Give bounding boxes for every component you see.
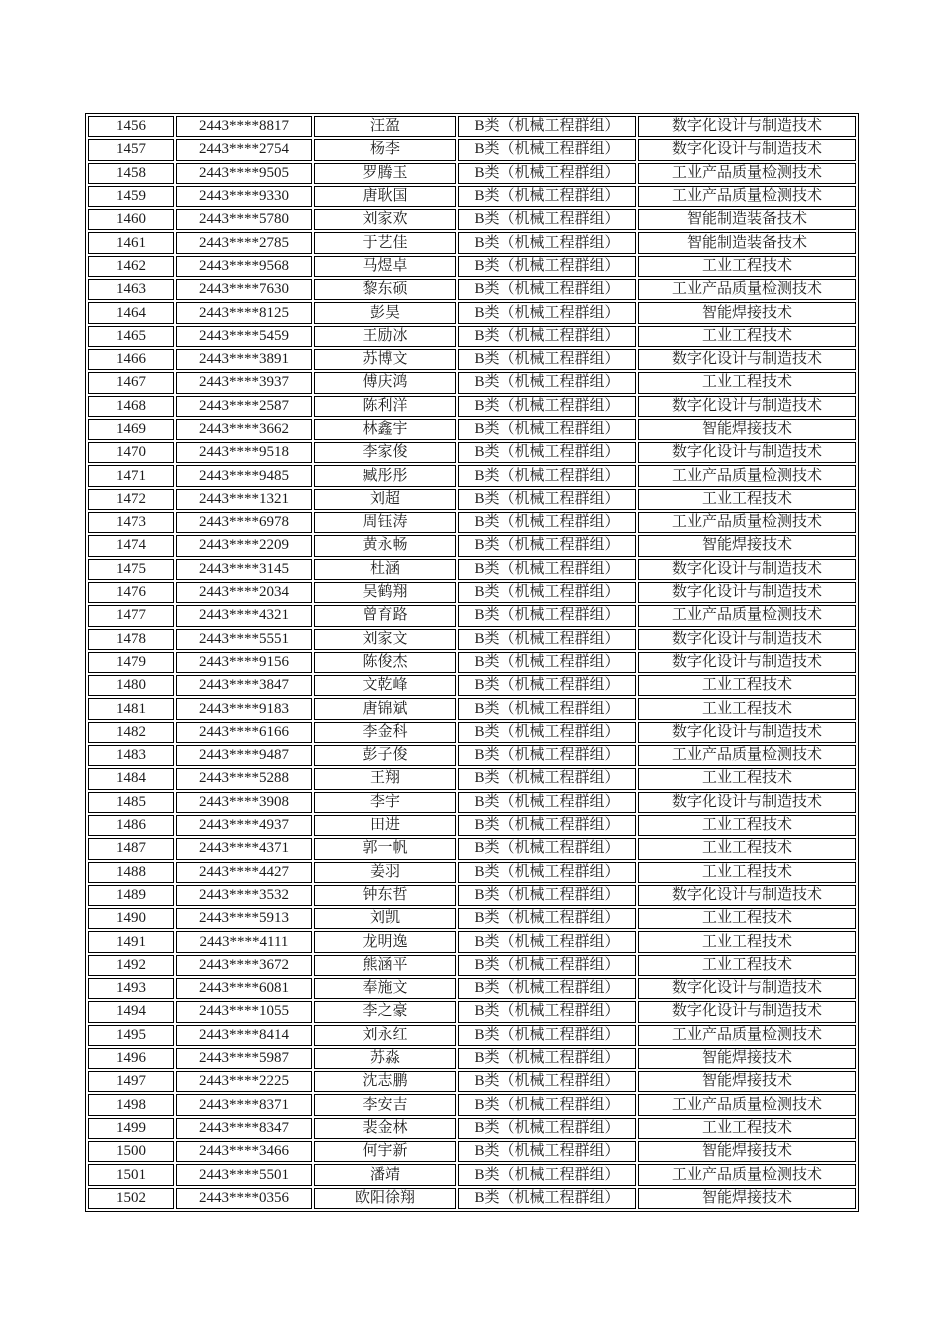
table-row bbox=[88, 1071, 856, 1092]
major-cell: 数字化设计与制造技术 bbox=[638, 722, 856, 743]
table-row bbox=[88, 1094, 856, 1115]
table-row bbox=[88, 792, 856, 813]
category-cell: B类（机械工程群组） bbox=[458, 722, 636, 743]
table-row bbox=[88, 186, 856, 207]
candidate-id-cell: 2443****9487 bbox=[176, 745, 312, 766]
name-cell: 王励冰 bbox=[314, 326, 456, 347]
serial-number-cell: 1458 bbox=[88, 163, 174, 184]
serial-number-cell: 1491 bbox=[88, 931, 174, 952]
category-cell: B类（机械工程群组） bbox=[458, 209, 636, 230]
table-row bbox=[88, 535, 856, 556]
category-cell: B类（机械工程群组） bbox=[458, 862, 636, 883]
table-row bbox=[88, 326, 856, 347]
candidate-id-cell: 2443****2225 bbox=[176, 1071, 312, 1092]
major-cell: 工业产品质量检测技术 bbox=[638, 163, 856, 184]
serial-number-cell: 1480 bbox=[88, 675, 174, 696]
candidate-id-cell: 2443****3937 bbox=[176, 372, 312, 393]
name-cell: 林鑫宇 bbox=[314, 419, 456, 440]
candidate-id-cell: 2443****4111 bbox=[176, 931, 312, 952]
serial-number-cell: 1482 bbox=[88, 722, 174, 743]
name-cell: 罗腾玉 bbox=[314, 163, 456, 184]
serial-number-cell: 1484 bbox=[88, 768, 174, 789]
serial-number-cell: 1470 bbox=[88, 442, 174, 463]
records-table-body bbox=[88, 116, 856, 1209]
major-cell: 数字化设计与制造技术 bbox=[638, 885, 856, 906]
category-cell: B类（机械工程群组） bbox=[458, 535, 636, 556]
table-row bbox=[88, 768, 856, 789]
candidate-id-cell: 2443****1321 bbox=[176, 489, 312, 510]
table-row bbox=[88, 512, 856, 533]
table-row bbox=[88, 1025, 856, 1046]
name-cell: 欧阳徐翔 bbox=[314, 1188, 456, 1209]
category-cell: B类（机械工程群组） bbox=[458, 768, 636, 789]
name-cell: 龙明逸 bbox=[314, 931, 456, 952]
candidate-id-cell: 2443****0356 bbox=[176, 1188, 312, 1209]
name-cell: 李金科 bbox=[314, 722, 456, 743]
table-row bbox=[88, 629, 856, 650]
candidate-id-cell: 2443****3145 bbox=[176, 559, 312, 580]
serial-number-cell: 1500 bbox=[88, 1141, 174, 1162]
category-cell: B类（机械工程群组） bbox=[458, 955, 636, 976]
category-cell: B类（机械工程群组） bbox=[458, 559, 636, 580]
serial-number-cell: 1468 bbox=[88, 396, 174, 417]
candidate-id-cell: 2443****5288 bbox=[176, 768, 312, 789]
name-cell: 文乾峰 bbox=[314, 675, 456, 696]
table-row bbox=[88, 815, 856, 836]
name-cell: 姜羽 bbox=[314, 862, 456, 883]
category-cell: B类（机械工程群组） bbox=[458, 1048, 636, 1069]
major-cell: 数字化设计与制造技术 bbox=[638, 652, 856, 673]
name-cell: 于艺佳 bbox=[314, 232, 456, 253]
table-row bbox=[88, 1118, 856, 1139]
table-row bbox=[88, 698, 856, 719]
serial-number-cell: 1498 bbox=[88, 1094, 174, 1115]
major-cell: 智能制造装备技术 bbox=[638, 209, 856, 230]
table-row bbox=[88, 1188, 856, 1209]
category-cell: B类（机械工程群组） bbox=[458, 931, 636, 952]
serial-number-cell: 1494 bbox=[88, 1001, 174, 1022]
candidate-id-cell: 2443****9518 bbox=[176, 442, 312, 463]
name-cell: 唐锦斌 bbox=[314, 698, 456, 719]
major-cell: 工业工程技术 bbox=[638, 862, 856, 883]
category-cell: B类（机械工程群组） bbox=[458, 396, 636, 417]
category-cell: B类（机械工程群组） bbox=[458, 139, 636, 160]
name-cell: 裴金林 bbox=[314, 1118, 456, 1139]
category-cell: B类（机械工程群组） bbox=[458, 815, 636, 836]
serial-number-cell: 1501 bbox=[88, 1164, 174, 1185]
name-cell: 潘靖 bbox=[314, 1164, 456, 1185]
name-cell: 苏淼 bbox=[314, 1048, 456, 1069]
serial-number-cell: 1478 bbox=[88, 629, 174, 650]
name-cell: 李之豪 bbox=[314, 1001, 456, 1022]
category-cell: B类（机械工程群组） bbox=[458, 745, 636, 766]
major-cell: 工业工程技术 bbox=[638, 256, 856, 277]
serial-number-cell: 1459 bbox=[88, 186, 174, 207]
candidate-id-cell: 2443****3891 bbox=[176, 349, 312, 370]
name-cell: 熊涵平 bbox=[314, 955, 456, 976]
serial-number-cell: 1499 bbox=[88, 1118, 174, 1139]
major-cell: 工业产品质量检测技术 bbox=[638, 465, 856, 486]
table-row bbox=[88, 582, 856, 603]
category-cell: B类（机械工程群组） bbox=[458, 186, 636, 207]
serial-number-cell: 1485 bbox=[88, 792, 174, 813]
table-row bbox=[88, 302, 856, 323]
name-cell: 王翔 bbox=[314, 768, 456, 789]
name-cell: 曾育路 bbox=[314, 605, 456, 626]
table-row bbox=[88, 559, 856, 580]
candidate-id-cell: 2443****6081 bbox=[176, 978, 312, 999]
major-cell: 智能焊接技术 bbox=[638, 302, 856, 323]
major-cell: 数字化设计与制造技术 bbox=[638, 396, 856, 417]
table-row bbox=[88, 349, 856, 370]
serial-number-cell: 1488 bbox=[88, 862, 174, 883]
category-cell: B类（机械工程群组） bbox=[458, 116, 636, 137]
major-cell: 智能焊接技术 bbox=[638, 1141, 856, 1162]
major-cell: 工业工程技术 bbox=[638, 815, 856, 836]
major-cell: 工业工程技术 bbox=[638, 955, 856, 976]
candidate-id-cell: 2443****9485 bbox=[176, 465, 312, 486]
major-cell: 工业产品质量检测技术 bbox=[638, 605, 856, 626]
major-cell: 数字化设计与制造技术 bbox=[638, 792, 856, 813]
candidate-id-cell: 2443****9568 bbox=[176, 256, 312, 277]
name-cell: 臧彤彤 bbox=[314, 465, 456, 486]
table-row bbox=[88, 675, 856, 696]
category-cell: B类（机械工程群组） bbox=[458, 349, 636, 370]
name-cell: 黄永畅 bbox=[314, 535, 456, 556]
major-cell: 数字化设计与制造技术 bbox=[638, 349, 856, 370]
candidate-id-cell: 2443****6166 bbox=[176, 722, 312, 743]
serial-number-cell: 1487 bbox=[88, 838, 174, 859]
major-cell: 工业工程技术 bbox=[638, 1118, 856, 1139]
candidate-id-cell: 2443****8817 bbox=[176, 116, 312, 137]
serial-number-cell: 1461 bbox=[88, 232, 174, 253]
table-row bbox=[88, 489, 856, 510]
serial-number-cell: 1502 bbox=[88, 1188, 174, 1209]
table-row bbox=[88, 908, 856, 929]
name-cell: 沈志鹏 bbox=[314, 1071, 456, 1092]
major-cell: 数字化设计与制造技术 bbox=[638, 139, 856, 160]
table-row bbox=[88, 419, 856, 440]
table-row bbox=[88, 1164, 856, 1185]
table-row bbox=[88, 722, 856, 743]
serial-number-cell: 1496 bbox=[88, 1048, 174, 1069]
major-cell: 工业产品质量检测技术 bbox=[638, 745, 856, 766]
category-cell: B类（机械工程群组） bbox=[458, 302, 636, 323]
table-row bbox=[88, 862, 856, 883]
major-cell: 工业工程技术 bbox=[638, 698, 856, 719]
category-cell: B类（机械工程群组） bbox=[458, 629, 636, 650]
candidate-id-cell: 2443****5501 bbox=[176, 1164, 312, 1185]
category-cell: B类（机械工程群组） bbox=[458, 1118, 636, 1139]
serial-number-cell: 1486 bbox=[88, 815, 174, 836]
serial-number-cell: 1456 bbox=[88, 116, 174, 137]
candidate-id-cell: 2443****2209 bbox=[176, 535, 312, 556]
name-cell: 何宇新 bbox=[314, 1141, 456, 1162]
candidate-id-cell: 2443****9330 bbox=[176, 186, 312, 207]
serial-number-cell: 1464 bbox=[88, 302, 174, 323]
serial-number-cell: 1472 bbox=[88, 489, 174, 510]
category-cell: B类（机械工程群组） bbox=[458, 978, 636, 999]
category-cell: B类（机械工程群组） bbox=[458, 1164, 636, 1185]
serial-number-cell: 1483 bbox=[88, 745, 174, 766]
major-cell: 数字化设计与制造技术 bbox=[638, 116, 856, 137]
major-cell: 数字化设计与制造技术 bbox=[638, 1001, 856, 1022]
major-cell: 智能焊接技术 bbox=[638, 419, 856, 440]
candidate-id-cell: 2443****9183 bbox=[176, 698, 312, 719]
major-cell: 工业工程技术 bbox=[638, 768, 856, 789]
candidate-id-cell: 2443****4371 bbox=[176, 838, 312, 859]
candidate-id-cell: 2443****9156 bbox=[176, 652, 312, 673]
candidate-id-cell: 2443****2034 bbox=[176, 582, 312, 603]
table-row bbox=[88, 465, 856, 486]
name-cell: 郭一帆 bbox=[314, 838, 456, 859]
serial-number-cell: 1462 bbox=[88, 256, 174, 277]
category-cell: B类（机械工程群组） bbox=[458, 442, 636, 463]
major-cell: 工业工程技术 bbox=[638, 908, 856, 929]
name-cell: 彭昊 bbox=[314, 302, 456, 323]
major-cell: 智能焊接技术 bbox=[638, 1048, 856, 1069]
serial-number-cell: 1474 bbox=[88, 535, 174, 556]
name-cell: 钟东哲 bbox=[314, 885, 456, 906]
major-cell: 工业工程技术 bbox=[638, 838, 856, 859]
major-cell: 工业工程技术 bbox=[638, 372, 856, 393]
table-row bbox=[88, 232, 856, 253]
serial-number-cell: 1492 bbox=[88, 955, 174, 976]
candidate-id-cell: 2443****8347 bbox=[176, 1118, 312, 1139]
name-cell: 刘家欢 bbox=[314, 209, 456, 230]
category-cell: B类（机械工程群组） bbox=[458, 838, 636, 859]
major-cell: 智能焊接技术 bbox=[638, 535, 856, 556]
table-row bbox=[88, 885, 856, 906]
major-cell: 数字化设计与制造技术 bbox=[638, 629, 856, 650]
table-row bbox=[88, 396, 856, 417]
serial-number-cell: 1489 bbox=[88, 885, 174, 906]
category-cell: B类（机械工程群组） bbox=[458, 1025, 636, 1046]
major-cell: 工业工程技术 bbox=[638, 489, 856, 510]
major-cell: 工业工程技术 bbox=[638, 675, 856, 696]
name-cell: 傅庆鸿 bbox=[314, 372, 456, 393]
table-row bbox=[88, 931, 856, 952]
name-cell: 彭子俊 bbox=[314, 745, 456, 766]
candidate-id-cell: 2443****3662 bbox=[176, 419, 312, 440]
major-cell: 工业产品质量检测技术 bbox=[638, 512, 856, 533]
major-cell: 工业工程技术 bbox=[638, 931, 856, 952]
category-cell: B类（机械工程群组） bbox=[458, 1071, 636, 1092]
records-table bbox=[85, 113, 859, 1212]
name-cell: 陈利洋 bbox=[314, 396, 456, 417]
major-cell: 数字化设计与制造技术 bbox=[638, 442, 856, 463]
candidate-id-cell: 2443****4321 bbox=[176, 605, 312, 626]
serial-number-cell: 1473 bbox=[88, 512, 174, 533]
candidate-id-cell: 2443****2587 bbox=[176, 396, 312, 417]
table-row bbox=[88, 256, 856, 277]
table-row bbox=[88, 745, 856, 766]
table-row bbox=[88, 1141, 856, 1162]
name-cell: 陈俊杰 bbox=[314, 652, 456, 673]
candidate-id-cell: 2443****3672 bbox=[176, 955, 312, 976]
category-cell: B类（机械工程群组） bbox=[458, 1188, 636, 1209]
candidate-id-cell: 2443****3847 bbox=[176, 675, 312, 696]
name-cell: 奉施文 bbox=[314, 978, 456, 999]
candidate-id-cell: 2443****1055 bbox=[176, 1001, 312, 1022]
major-cell: 智能制造装备技术 bbox=[638, 232, 856, 253]
candidate-id-cell: 2443****4937 bbox=[176, 815, 312, 836]
table-row bbox=[88, 279, 856, 300]
serial-number-cell: 1493 bbox=[88, 978, 174, 999]
category-cell: B类（机械工程群组） bbox=[458, 698, 636, 719]
serial-number-cell: 1481 bbox=[88, 698, 174, 719]
serial-number-cell: 1495 bbox=[88, 1025, 174, 1046]
major-cell: 工业产品质量检测技术 bbox=[638, 186, 856, 207]
category-cell: B类（机械工程群组） bbox=[458, 232, 636, 253]
table-row bbox=[88, 163, 856, 184]
name-cell: 周钰涛 bbox=[314, 512, 456, 533]
name-cell: 唐耿国 bbox=[314, 186, 456, 207]
major-cell: 工业产品质量检测技术 bbox=[638, 1025, 856, 1046]
category-cell: B类（机械工程群组） bbox=[458, 652, 636, 673]
name-cell: 李家俊 bbox=[314, 442, 456, 463]
category-cell: B类（机械工程群组） bbox=[458, 489, 636, 510]
candidate-id-cell: 2443****3466 bbox=[176, 1141, 312, 1162]
candidate-id-cell: 2443****3532 bbox=[176, 885, 312, 906]
candidate-id-cell: 2443****3908 bbox=[176, 792, 312, 813]
candidate-id-cell: 2443****5551 bbox=[176, 629, 312, 650]
name-cell: 刘永红 bbox=[314, 1025, 456, 1046]
major-cell: 工业产品质量检测技术 bbox=[638, 1164, 856, 1185]
table-row bbox=[88, 116, 856, 137]
candidate-id-cell: 2443****7630 bbox=[176, 279, 312, 300]
candidate-id-cell: 2443****8414 bbox=[176, 1025, 312, 1046]
name-cell: 李安吉 bbox=[314, 1094, 456, 1115]
candidate-id-cell: 2443****8125 bbox=[176, 302, 312, 323]
category-cell: B类（机械工程群组） bbox=[458, 279, 636, 300]
category-cell: B类（机械工程群组） bbox=[458, 1141, 636, 1162]
name-cell: 李宇 bbox=[314, 792, 456, 813]
candidate-id-cell: 2443****9505 bbox=[176, 163, 312, 184]
category-cell: B类（机械工程群组） bbox=[458, 605, 636, 626]
name-cell: 马煜卓 bbox=[314, 256, 456, 277]
candidate-id-cell: 2443****6978 bbox=[176, 512, 312, 533]
candidate-id-cell: 2443****2754 bbox=[176, 139, 312, 160]
name-cell: 刘凯 bbox=[314, 908, 456, 929]
serial-number-cell: 1479 bbox=[88, 652, 174, 673]
table-row bbox=[88, 978, 856, 999]
category-cell: B类（机械工程群组） bbox=[458, 582, 636, 603]
candidate-id-cell: 2443****8371 bbox=[176, 1094, 312, 1115]
category-cell: B类（机械工程群组） bbox=[458, 908, 636, 929]
category-cell: B类（机械工程群组） bbox=[458, 465, 636, 486]
table-row bbox=[88, 652, 856, 673]
major-cell: 智能焊接技术 bbox=[638, 1188, 856, 1209]
name-cell: 田进 bbox=[314, 815, 456, 836]
category-cell: B类（机械工程群组） bbox=[458, 512, 636, 533]
candidate-id-cell: 2443****5913 bbox=[176, 908, 312, 929]
category-cell: B类（机械工程群组） bbox=[458, 372, 636, 393]
serial-number-cell: 1490 bbox=[88, 908, 174, 929]
table-row bbox=[88, 372, 856, 393]
category-cell: B类（机械工程群组） bbox=[458, 675, 636, 696]
name-cell: 苏博文 bbox=[314, 349, 456, 370]
major-cell: 数字化设计与制造技术 bbox=[638, 559, 856, 580]
candidate-id-cell: 2443****5780 bbox=[176, 209, 312, 230]
name-cell: 刘家文 bbox=[314, 629, 456, 650]
candidate-id-cell: 2443****2785 bbox=[176, 232, 312, 253]
table-row bbox=[88, 442, 856, 463]
serial-number-cell: 1497 bbox=[88, 1071, 174, 1092]
category-cell: B类（机械工程群组） bbox=[458, 163, 636, 184]
table-row bbox=[88, 139, 856, 160]
serial-number-cell: 1463 bbox=[88, 279, 174, 300]
table-row bbox=[88, 605, 856, 626]
major-cell: 工业产品质量检测技术 bbox=[638, 279, 856, 300]
table-row bbox=[88, 1001, 856, 1022]
table-row bbox=[88, 209, 856, 230]
category-cell: B类（机械工程群组） bbox=[458, 792, 636, 813]
serial-number-cell: 1475 bbox=[88, 559, 174, 580]
name-cell: 刘超 bbox=[314, 489, 456, 510]
table-row bbox=[88, 838, 856, 859]
category-cell: B类（机械工程群组） bbox=[458, 1001, 636, 1022]
serial-number-cell: 1466 bbox=[88, 349, 174, 370]
serial-number-cell: 1469 bbox=[88, 419, 174, 440]
category-cell: B类（机械工程群组） bbox=[458, 1094, 636, 1115]
major-cell: 智能焊接技术 bbox=[638, 1071, 856, 1092]
name-cell: 杜涵 bbox=[314, 559, 456, 580]
serial-number-cell: 1465 bbox=[88, 326, 174, 347]
serial-number-cell: 1460 bbox=[88, 209, 174, 230]
serial-number-cell: 1457 bbox=[88, 139, 174, 160]
name-cell: 吴鹤翔 bbox=[314, 582, 456, 603]
name-cell: 汪盈 bbox=[314, 116, 456, 137]
table-row bbox=[88, 1048, 856, 1069]
serial-number-cell: 1477 bbox=[88, 605, 174, 626]
table-row bbox=[88, 955, 856, 976]
category-cell: B类（机械工程群组） bbox=[458, 419, 636, 440]
candidate-id-cell: 2443****5987 bbox=[176, 1048, 312, 1069]
major-cell: 工业工程技术 bbox=[638, 326, 856, 347]
name-cell: 黎东硕 bbox=[314, 279, 456, 300]
category-cell: B类（机械工程群组） bbox=[458, 256, 636, 277]
major-cell: 数字化设计与制造技术 bbox=[638, 978, 856, 999]
candidate-id-cell: 2443****4427 bbox=[176, 862, 312, 883]
category-cell: B类（机械工程群组） bbox=[458, 326, 636, 347]
name-cell: 杨李 bbox=[314, 139, 456, 160]
candidate-id-cell: 2443****5459 bbox=[176, 326, 312, 347]
major-cell: 工业产品质量检测技术 bbox=[638, 1094, 856, 1115]
serial-number-cell: 1467 bbox=[88, 372, 174, 393]
major-cell: 数字化设计与制造技术 bbox=[638, 582, 856, 603]
serial-number-cell: 1476 bbox=[88, 582, 174, 603]
serial-number-cell: 1471 bbox=[88, 465, 174, 486]
category-cell: B类（机械工程群组） bbox=[458, 885, 636, 906]
